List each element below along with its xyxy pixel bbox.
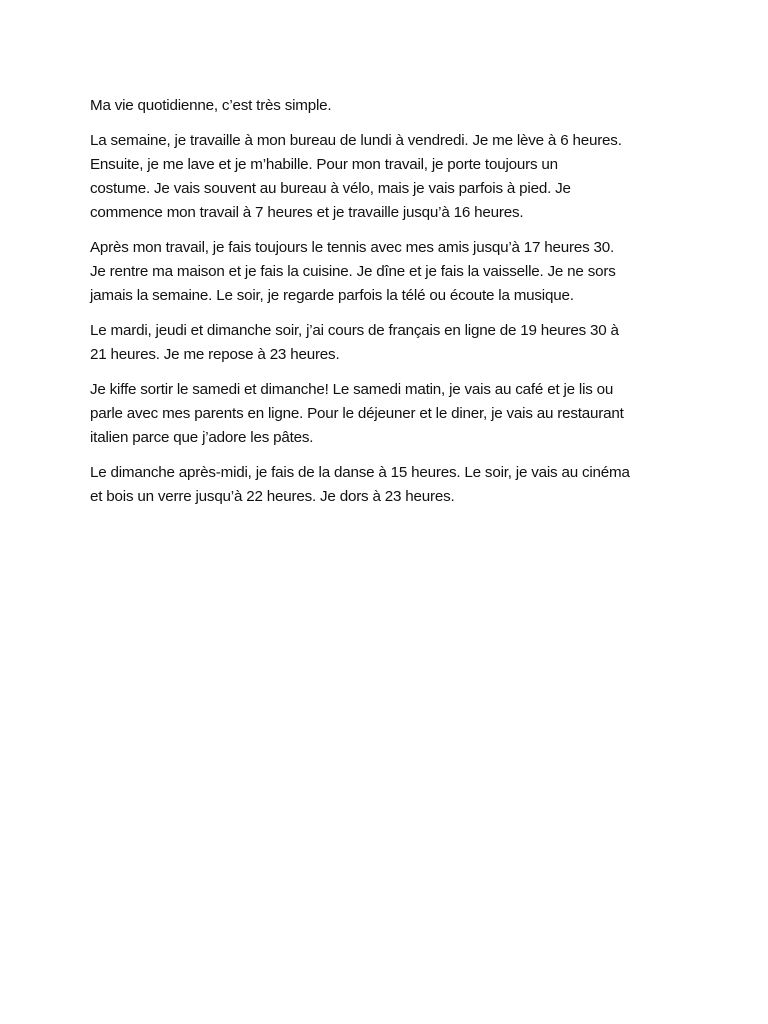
paragraph-intro <box>90 94 690 118</box>
text-line: Je rentre ma maison et je fais la cuisine. Je dîne et je fais la vaisselle. Je ne sors <box>90 263 616 280</box>
text-line: Le mardi, jeudi et dimanche soir, j’ai cours de français en ligne de 19 heures 30 à <box>90 322 619 339</box>
text-line: Après mon travail, je fais toujours le tennis avec mes amis jusqu’à 17 heures 30. <box>90 239 615 256</box>
text-line: Ma vie quotidienne, c’est très simple. <box>90 97 332 114</box>
paragraph-sunday <box>90 461 690 509</box>
text-line: jamais la semaine. Le soir, je regarde parfois la télé ou écoute la musique. <box>90 287 574 304</box>
text-line: commence mon travail à 7 heures et je travaille jusqu’à 16 heures. <box>90 204 524 221</box>
text-line: Ensuite, je me lave et je m’habille. Pour mon travail, je porte toujours un <box>90 156 558 173</box>
text-line: costume. Je vais souvent au bureau à vélo, mais je vais parfois à pied. Je <box>90 180 571 197</box>
paragraph-weekend <box>90 378 690 450</box>
text-line: italien parce que j’adore les pâtes. <box>90 429 314 446</box>
paragraph-french-class <box>90 319 690 367</box>
paragraph-weekday-evening <box>90 236 690 308</box>
paragraph-weekday-morning <box>90 129 690 225</box>
text-line: 21 heures. Je me repose à 23 heures. <box>90 346 340 363</box>
document-body <box>90 94 690 520</box>
text-line: parle avec mes parents en ligne. Pour le déjeuner et le diner, je vais au restaurant <box>90 405 624 422</box>
text-line: Je kiffe sortir le samedi et dimanche! Le samedi matin, je vais au café et je lis ou <box>90 381 614 398</box>
text-line: La semaine, je travaille à mon bureau de lundi à vendredi. Je me lève à 6 heures. <box>90 132 622 149</box>
text-line: et bois un verre jusqu’à 22 heures. Je dors à 23 heures. <box>90 488 455 505</box>
text-line: Le dimanche après-midi, je fais de la danse à 15 heures. Le soir, je vais au cinéma <box>90 464 630 481</box>
